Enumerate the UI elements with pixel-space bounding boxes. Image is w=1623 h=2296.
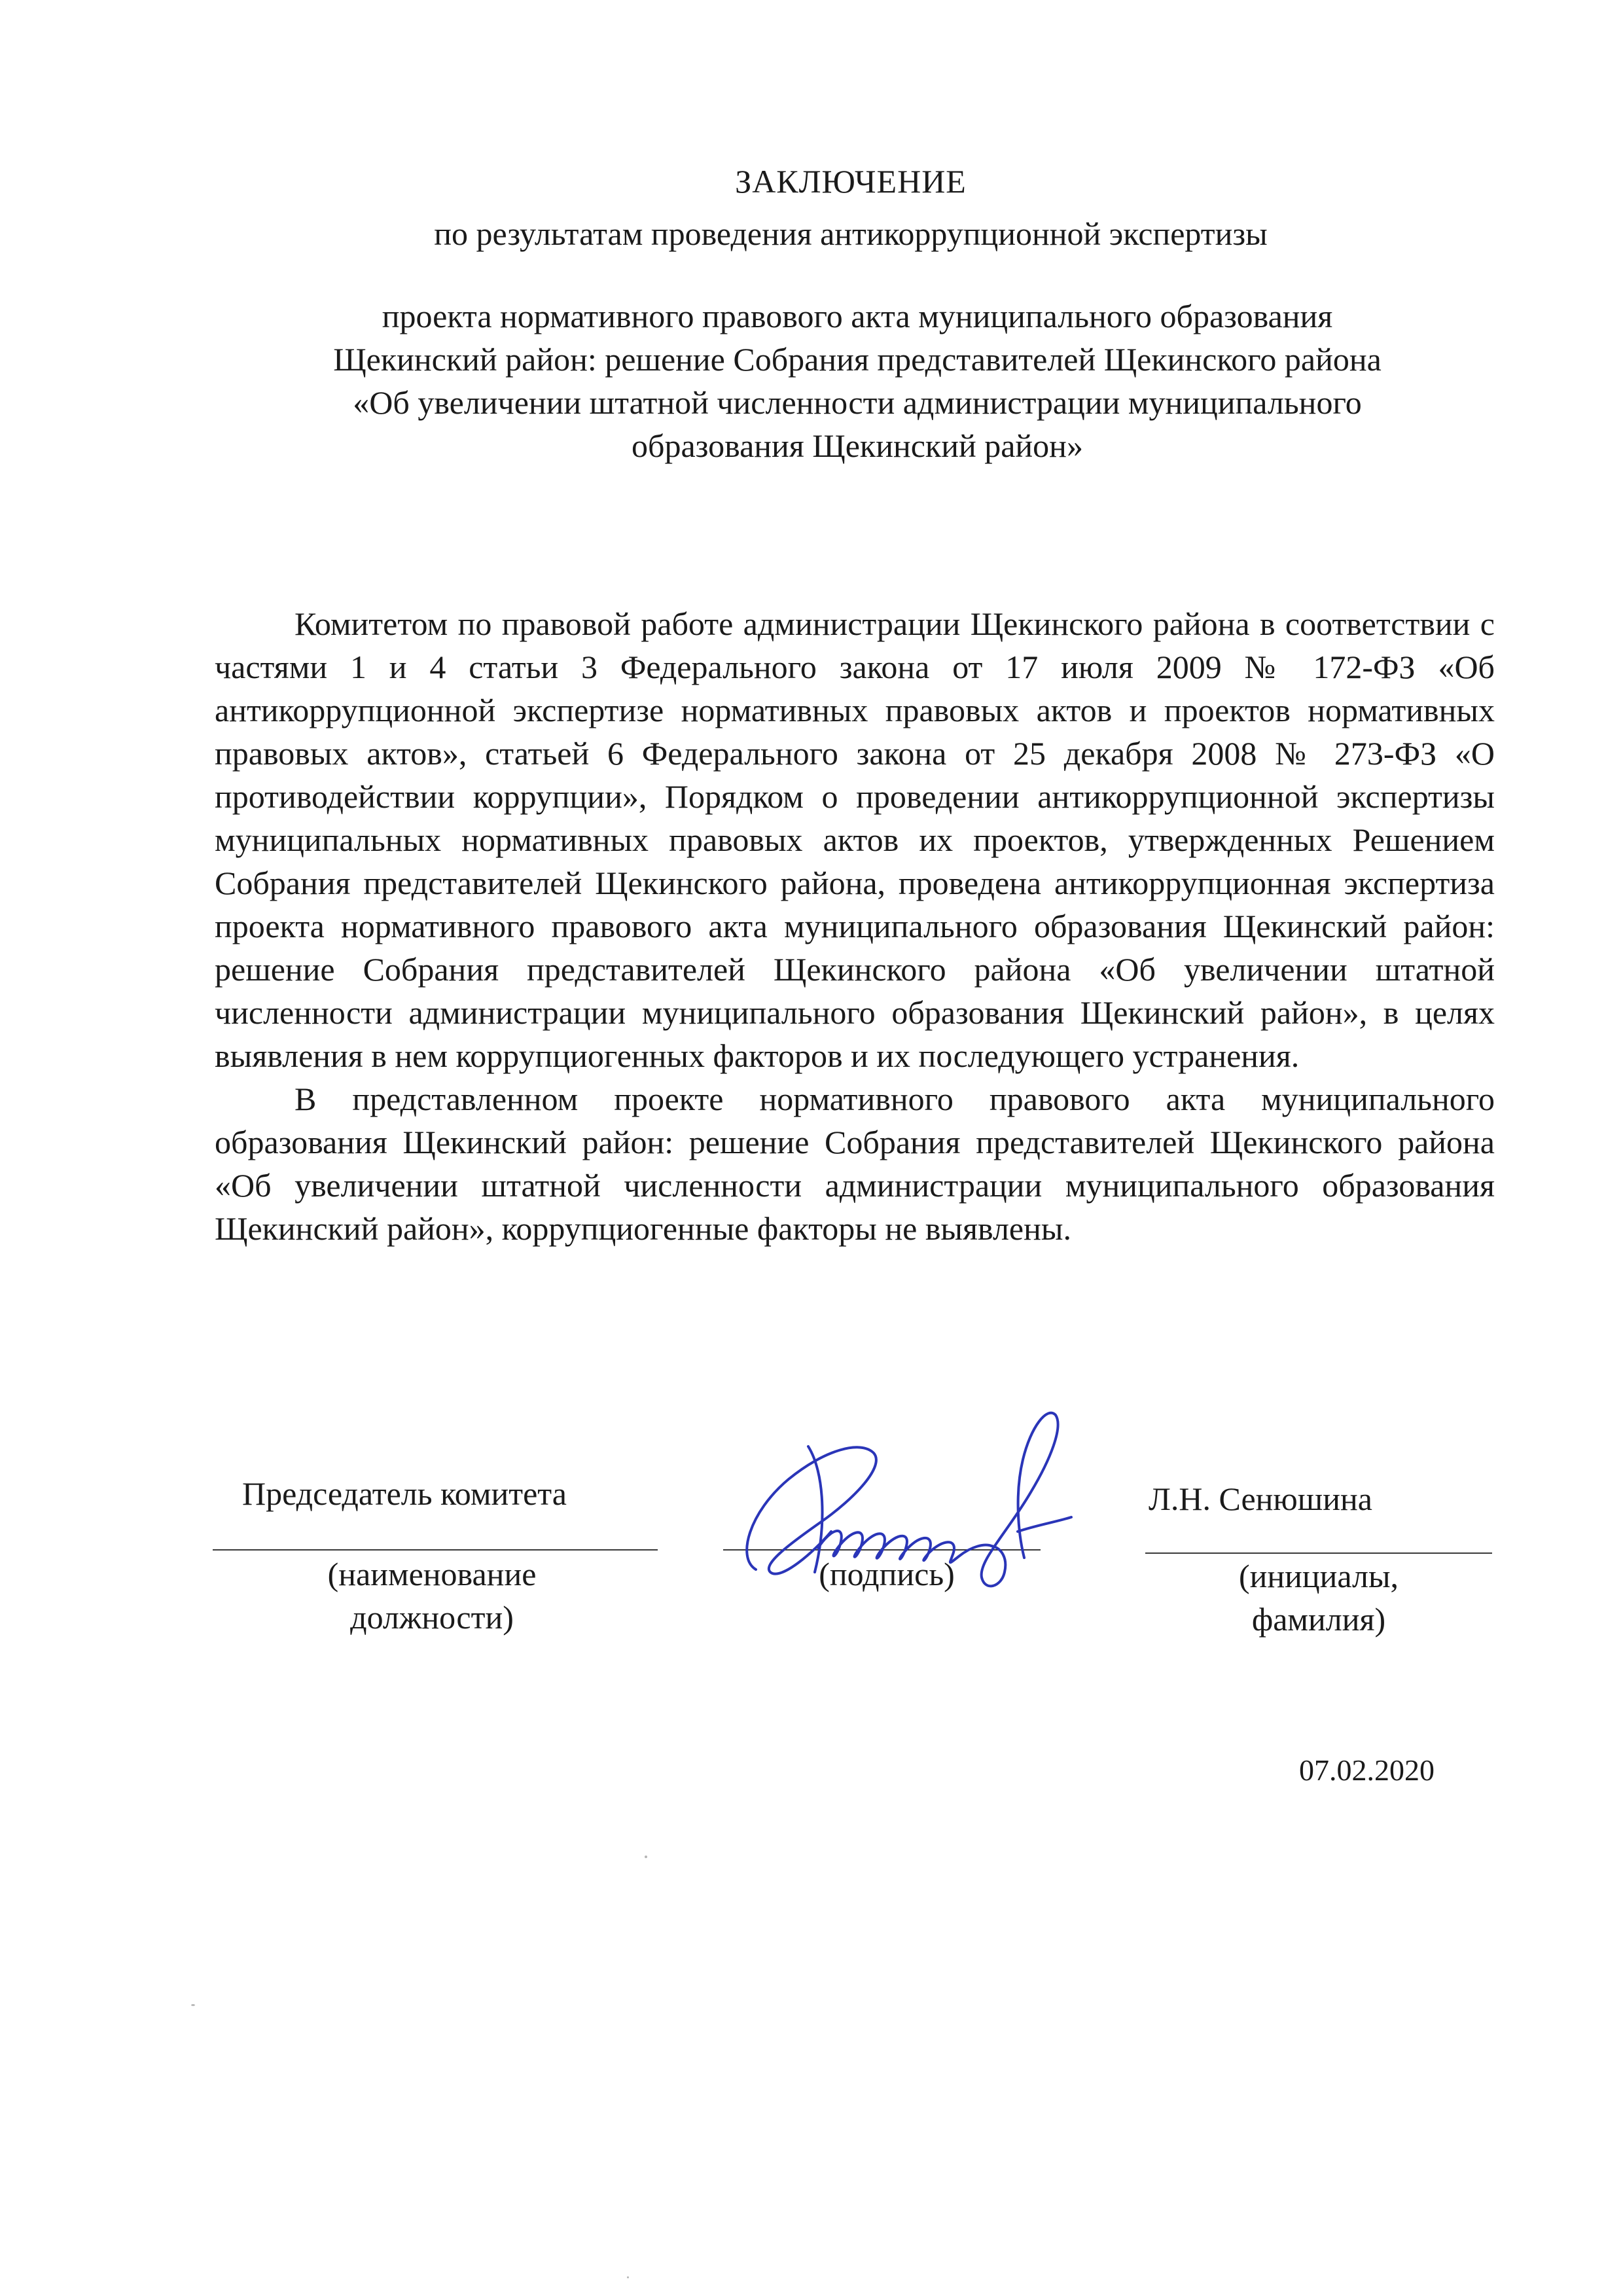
handwritten-signature [710, 1401, 1077, 1597]
caption-text: (наименование [327, 1556, 537, 1592]
subject-line: образования Щекинский район» [632, 427, 1083, 464]
position-caption [262, 1552, 602, 1639]
signer-position: Председатель комитета [242, 1475, 567, 1512]
subject-line: «Об увеличении штатной численности администрации муниципального [353, 384, 1362, 421]
subject-line: Щекинский район: решение Собрания представителей Щекинского района [333, 341, 1382, 378]
signature-caption: (подпись) [819, 1556, 955, 1592]
document-subtitle: по результатам проведения антикоррупционной экспертизы [434, 215, 1268, 252]
body-paragraph: В представленном проекте нормативного правового акта муниципального образования Щекинский район: решение Собрания представителей Щекинского района «Об увеличении штатной численности администрации муниципального образования Щекинский район», коррупциогенные факторы не выявлены. [215, 1081, 1495, 1247]
name-caption [1162, 1554, 1476, 1641]
subject-line: проекта нормативного правового акта муниципального образования [382, 298, 1333, 334]
position-underline [213, 1549, 658, 1551]
document-subject [242, 295, 1472, 467]
caption-text: фамилия) [1251, 1601, 1386, 1638]
document-date: 07.02.2020 [1299, 1753, 1435, 1787]
body-paragraph: Комитетом по правовой работе администрации Щекинского района в соответствии с частями 1 и 4 статьи 3 Федерального закона от 17 июля 2009 № 172-ФЗ «Об антикоррупционной экспертизе нормативных правовых актов и проектов нормативных правовых актов», статьей 6 Федерального закона от 25 декабря 2008 № 273-ФЗ «О противодействии коррупции», Порядком о проведении антикоррупционной экспертизы муниципальных нормативных правовых актов их проектов, утвержденных Решением Собрания представителей Щекинского района, проведена антикоррупционная экспертиза проекта нормативного правового акта муниципального образования Щекинский район: решение Собрания представителей Щекинского района «Об увеличении штатной численности администрации муниципального образования Щекинский район», в целях выявления в нем коррупциогенных факторов и их последующего устранения. [215, 605, 1495, 1074]
caption-text: (инициалы, [1238, 1558, 1399, 1594]
document-title: ЗАКЛЮЧЕНИЕ [735, 163, 967, 200]
document-body [215, 602, 1495, 1250]
scan-speck [645, 1856, 647, 1858]
signer-name: Л.Н. Сенюшина [1149, 1480, 1372, 1517]
name-underline [1145, 1552, 1492, 1554]
scan-speck [191, 2004, 195, 2006]
caption-text: должности) [350, 1599, 514, 1636]
scan-speck [627, 2276, 629, 2278]
